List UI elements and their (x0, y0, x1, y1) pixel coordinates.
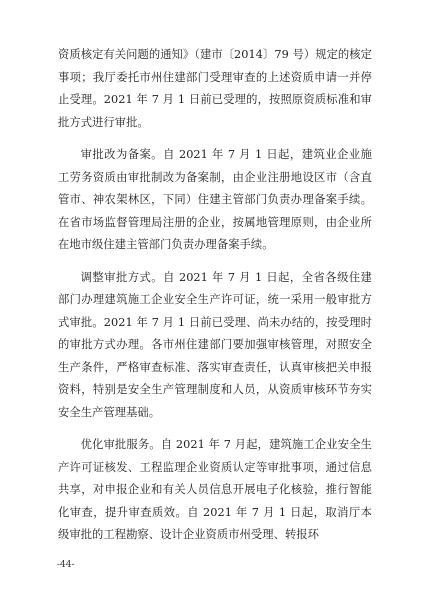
document-body (58, 44, 372, 557)
paragraph-service-optimization: 优化审批服务。自 2021 年 7 月起，建筑施工企业安全生产许可证核发、工程监理企业资质认定等审批事项，通过信息共享，对申报企业和有关人员信息开展电子化核验，推行智能化审查，提升审查质效。自 2021 年 7 月 1 日起，取消厅本级审批的工程勘察、设计企业资质市州受理、转报环 (58, 438, 372, 541)
paragraph-continuation: 资质核定有关问题的通知》（建市〔2014〕79 号）规定的核定事项；我厅委托市州住建部门受理审查的上述资质申请一并停止受理。2021 年 7 月 1 日前已受理的，按照原资质标准和审批方式进行审批。 (58, 48, 372, 129)
paragraph-filing-change: 审批改为备案。自 2021 年 7 月 1 日起，建筑业企业施工劳务资质由审批制改为备案制，由企业注册地设区市（含直管市、神农架林区，下同）住建主管部门负责办理备案手续。在省市场监督管理局注册的企业，按属地管理原则，由企业所在地市级住建主管部门负责办理备案手续。 (58, 148, 372, 251)
paragraph-approval-method: 调整审批方式。自 2021 年 7 月 1 日起，全省各级住建部门办理建筑施工企业安全生产许可证，统一采用一般审批方式审批。2021 年 7 月 1 日前已受理、尚未办结的，按受理时的审批方式办理。各市州住建部门要加强审核管理，对照安全生产条件，严格审查标准、落实审查责任，认真审核把关申报资料，特别是安全生产管理制度和人员，从资质审核环节夯实安全生产管理基础。 (58, 270, 372, 419)
page-number: -44- (57, 560, 75, 570)
